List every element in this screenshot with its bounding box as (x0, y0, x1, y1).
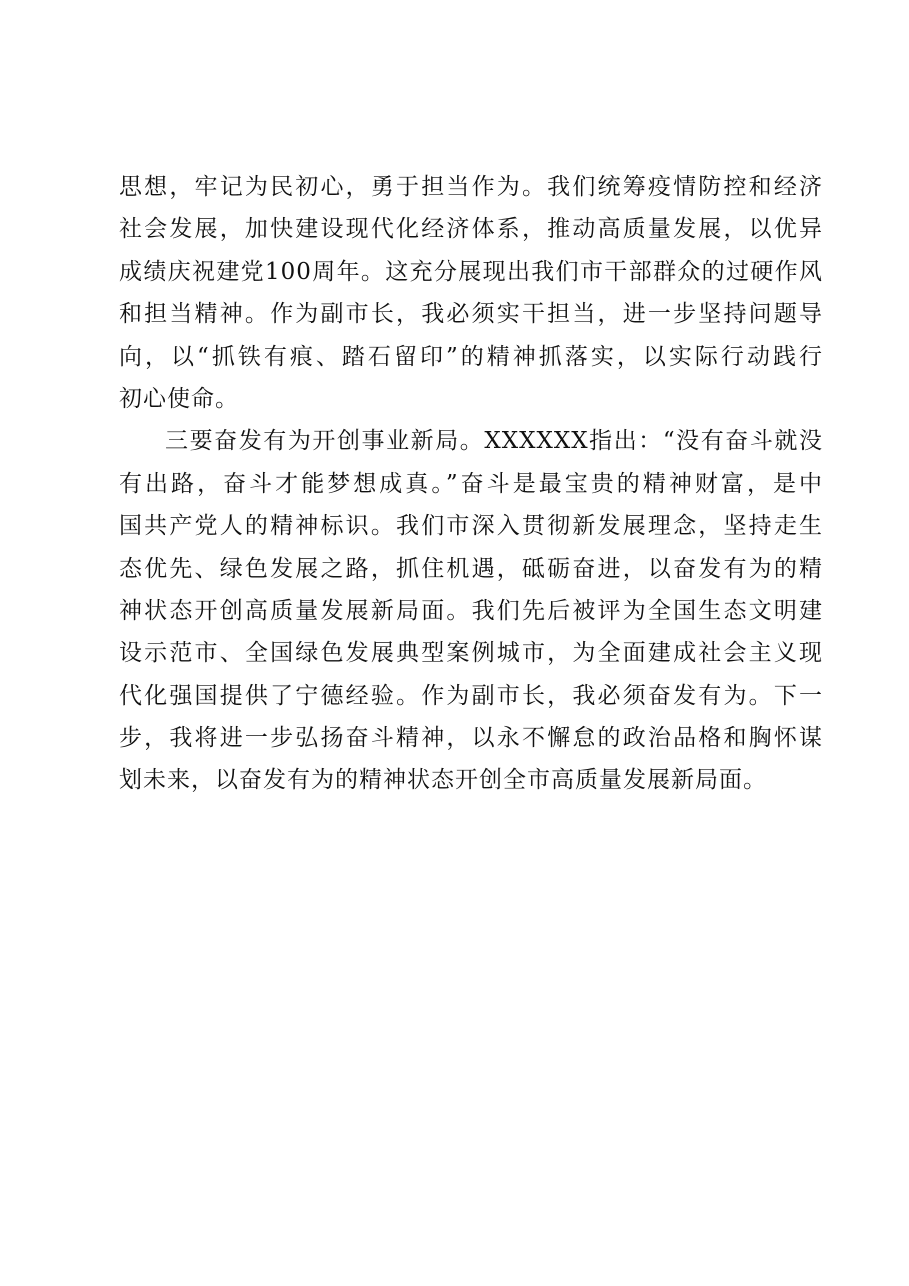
text-line: 有出路，奋斗才能梦想成真。”奋斗是最宝贵的精神财富，是中 (119, 470, 823, 497)
text-line: 初心使命。 (119, 385, 239, 412)
text-line: 思想，牢记为民初心，勇于担当作为。我们统筹疫情防控和经济 (119, 174, 823, 200)
text-line: 代化强国提供了宁德经验。作为副市长，我必须奋发有为。下一 (119, 682, 823, 709)
text-line: 成绩庆祝建党100周年。这充分展现出我们市干部群众的过硬作风 (119, 258, 823, 285)
text-line: 划未来，以奋发有为的精神状态开创全市高质量发展新局面。 (119, 767, 767, 794)
text-line: 和担当精神。作为副市长，我必须实干担当，进一步坚持问题导 (119, 301, 823, 328)
text-line: 设示范市、全国绿色发展典型案例城市，为全面建成社会主义现 (119, 640, 823, 667)
document-body (119, 166, 823, 802)
text-line: 步，我将进一步弘扬奋斗精神，以永不懈怠的政治品格和胸怀谋 (119, 725, 823, 752)
text-line: 三要奋发有为开创事业新局。XXXXXX指出：“没有奋斗就没 (165, 428, 823, 455)
text-line: 向，以“抓铁有痕、踏石留印”的精神抓落实，以实际行动践行 (119, 343, 823, 370)
paragraph-2 (119, 420, 823, 802)
paragraph-1 (119, 166, 823, 420)
text-line: 态优先、绿色发展之路，抓住机遇，砥砺奋进，以奋发有为的精 (119, 555, 823, 582)
text-line: 国共产党人的精神标识。我们市深入贯彻新发展理念，坚持走生 (119, 513, 823, 540)
text-line: 神状态开创高质量发展新局面。我们先后被评为全国生态文明建 (119, 597, 823, 624)
text-line: 社会发展，加快建设现代化经济体系，推动高质量发展，以优异 (119, 216, 823, 243)
